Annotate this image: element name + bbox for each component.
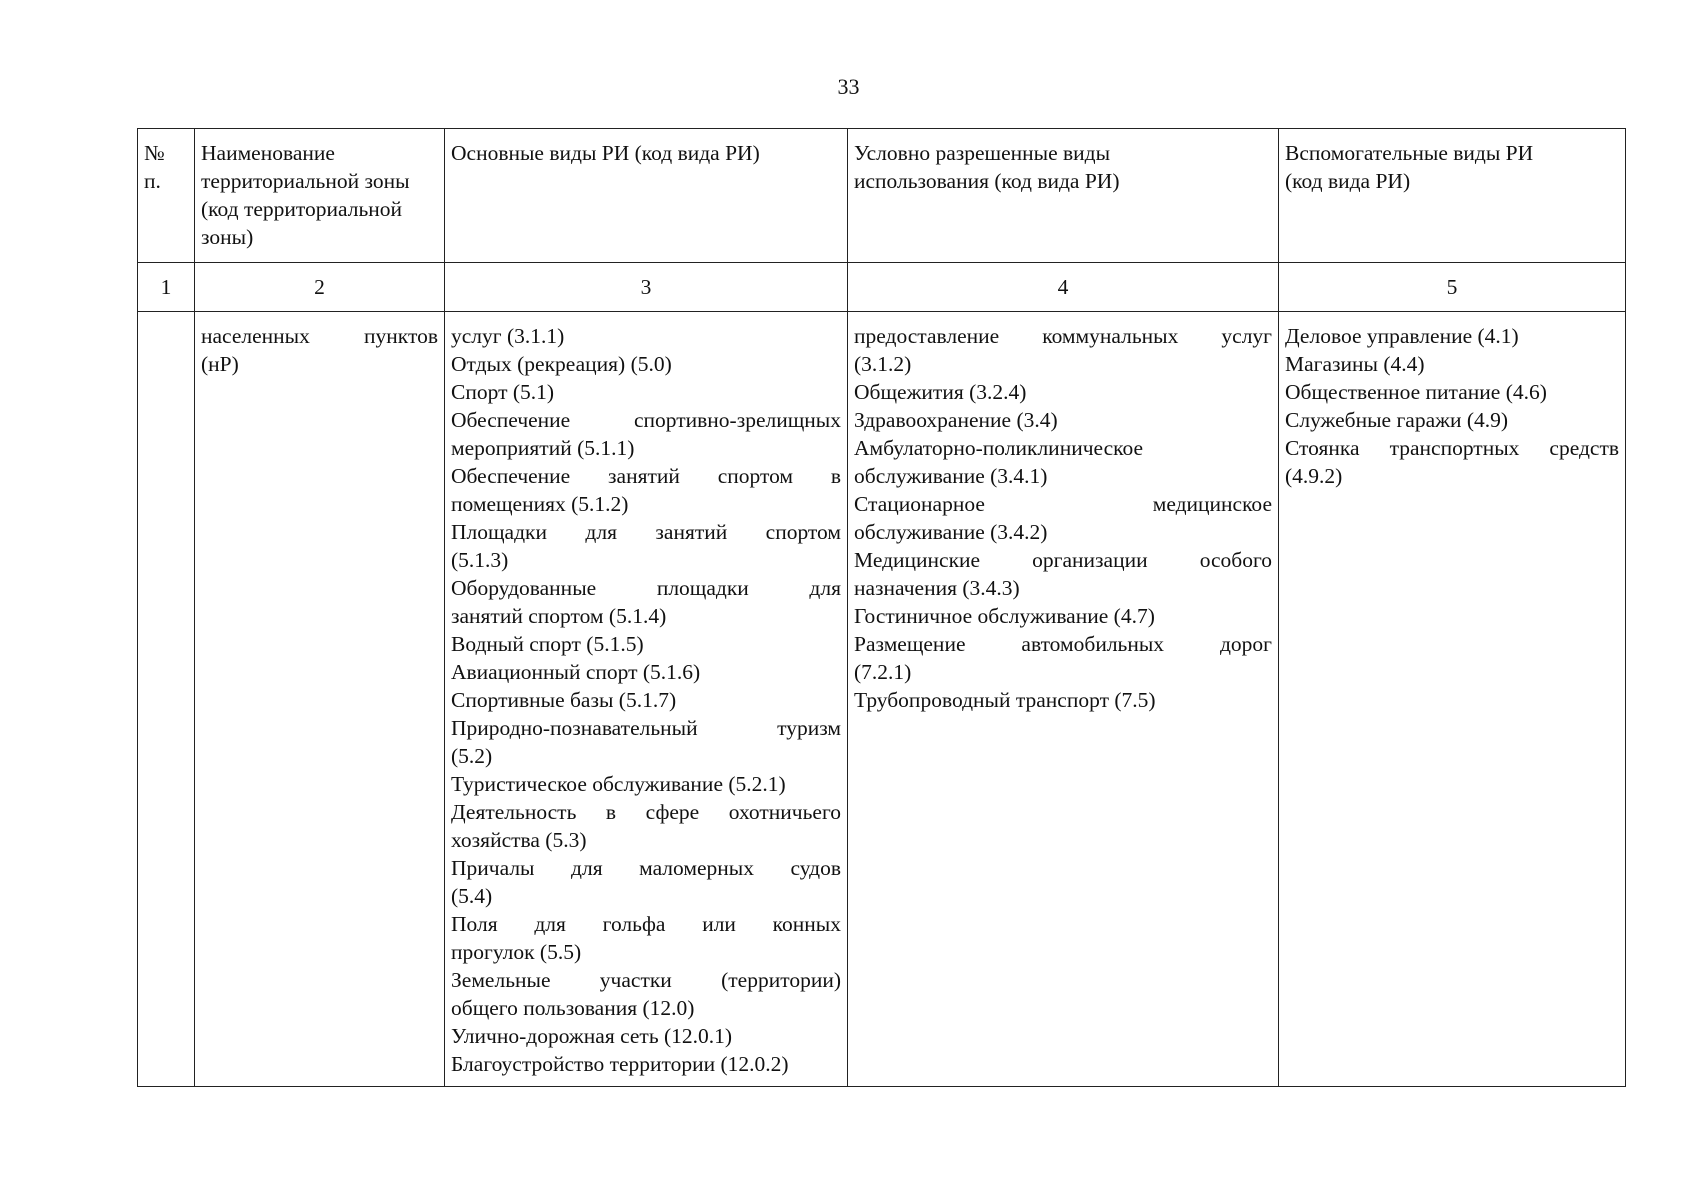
header-text-line: № — [144, 141, 165, 165]
cell-text-line: Земельные участки (территории) — [451, 968, 841, 992]
cell-text-line: Служебные гаражи (4.9) — [1285, 408, 1509, 432]
cell-text-line: Благоустройство территории (12.0.2) — [451, 1052, 789, 1076]
header-cell-main-uses — [445, 129, 848, 263]
column-number-row — [138, 263, 1626, 312]
cell-text-line: мероприятий (5.1.1) — [451, 436, 635, 460]
cell-text-line: обслуживание (3.4.1) — [854, 464, 1048, 488]
cell-text-line: услуг (3.1.1) — [451, 324, 565, 348]
column-number: 3 — [445, 263, 848, 312]
table-row — [138, 312, 1626, 1087]
cell-text-line: Общежития (3.2.4) — [854, 380, 1027, 404]
column-number: 1 — [138, 263, 195, 312]
cell-text-line: прогулок (5.5) — [451, 940, 582, 964]
header-text-line: п. — [144, 169, 161, 193]
cell-text-line: Оборудованные площадки для — [451, 576, 841, 600]
cell-text-line: Амбулаторно-поликлиническое — [854, 436, 1144, 460]
cell-text-line: (5.2) — [451, 744, 493, 768]
cell-text-line: общего пользования (12.0) — [451, 996, 695, 1020]
table-header-row — [138, 129, 1626, 263]
column-number: 5 — [1279, 263, 1626, 312]
cell-text-line: (7.2.1) — [854, 660, 912, 684]
column-number: 2 — [195, 263, 445, 312]
cell-text-line: Деловое управление (4.1) — [1285, 324, 1519, 348]
cell-text-line: Здравоохранение (3.4) — [854, 408, 1058, 432]
cell-text-line: назначения (3.4.3) — [854, 576, 1020, 600]
cell-text-line: Спорт (5.1) — [451, 380, 555, 404]
cell-text-line: (4.9.2) — [1285, 464, 1343, 488]
cell-text-line: Обеспечение занятий спортом в — [451, 464, 841, 488]
cell-conditional-uses — [848, 312, 1279, 1087]
header-text-line: (код вида РИ) — [1285, 169, 1411, 193]
header-text-line: зоны) — [201, 225, 254, 249]
cell-auxiliary-uses — [1279, 312, 1626, 1087]
cell-text-line: Трубопроводный транспорт (7.5) — [854, 688, 1156, 712]
cell-text-line: Медицинские организации особого — [854, 548, 1272, 572]
cell-main-uses — [445, 312, 848, 1087]
header-cell-zone-name — [195, 129, 445, 263]
header-text-line: Основные виды РИ (код вида РИ) — [451, 141, 760, 165]
cell-text-line: Авиационный спорт (5.1.6) — [451, 660, 701, 684]
header-text-line: Вспомогательные виды РИ — [1285, 141, 1534, 165]
cell-text-line: Стационарное медицинское — [854, 492, 1272, 516]
cell-text-line: Магазины (4.4) — [1285, 352, 1425, 376]
cell-text-line: Деятельность в сфере охотничьего — [451, 800, 841, 824]
cell-text-line: предоставление коммунальных услуг — [854, 324, 1272, 348]
cell-text-line: Спортивные базы (5.1.7) — [451, 688, 677, 712]
cell-text-line: Причалы для маломерных судов — [451, 856, 841, 880]
cell-text-line: Площадки для занятий спортом — [451, 520, 841, 544]
cell-text-line: хозяйства (5.3) — [451, 828, 587, 852]
cell-text-line: занятий спортом (5.1.4) — [451, 604, 667, 628]
cell-text-line: населенных пунктов — [201, 324, 438, 348]
cell-text-line: Гостиничное обслуживание (4.7) — [854, 604, 1155, 628]
header-cell-auxiliary-uses — [1279, 129, 1626, 263]
cell-text-line: помещениях (5.1.2) — [451, 492, 629, 516]
cell-text-line: обслуживание (3.4.2) — [854, 520, 1048, 544]
cell-text-line: Общественное питание (4.6) — [1285, 380, 1547, 404]
header-text-line: использования (код вида РИ) — [854, 169, 1120, 193]
cell-text-line: Стоянка транспортных средств — [1285, 436, 1619, 460]
cell-text-line: (5.4) — [451, 884, 493, 908]
cell-text-line: (5.1.3) — [451, 548, 509, 572]
cell-text-line: Размещение автомобильных дорог — [854, 632, 1272, 656]
cell-text-line: (3.1.2) — [854, 352, 912, 376]
cell-text-line: Отдых (рекреация) (5.0) — [451, 352, 672, 376]
cell-text-line: Обеспечение спортивно-зрелищных — [451, 408, 841, 432]
cell-row-number — [138, 312, 195, 1087]
header-text-line: территориальной зоны — [201, 169, 410, 193]
column-number: 4 — [848, 263, 1279, 312]
cell-text-line: Поля для гольфа или конных — [451, 912, 841, 936]
page-number: 33 — [837, 74, 860, 99]
cell-text-line: Водный спорт (5.1.5) — [451, 632, 644, 656]
header-text-line: Условно разрешенные виды — [854, 141, 1111, 165]
cell-zone-name — [195, 312, 445, 1087]
header-text-line: (код территориальной — [201, 197, 403, 221]
header-text-line: Наименование — [201, 141, 335, 165]
cell-text-line: Улично-дорожная сеть (12.0.1) — [451, 1024, 733, 1048]
header-cell-number — [138, 129, 195, 263]
cell-text-line: Природно-познавательный туризм — [451, 716, 841, 740]
header-cell-conditional-uses — [848, 129, 1279, 263]
cell-text-line: (нР) — [201, 352, 239, 376]
zoning-table — [137, 128, 1626, 1087]
cell-text-line: Туристическое обслуживание (5.2.1) — [451, 772, 786, 796]
